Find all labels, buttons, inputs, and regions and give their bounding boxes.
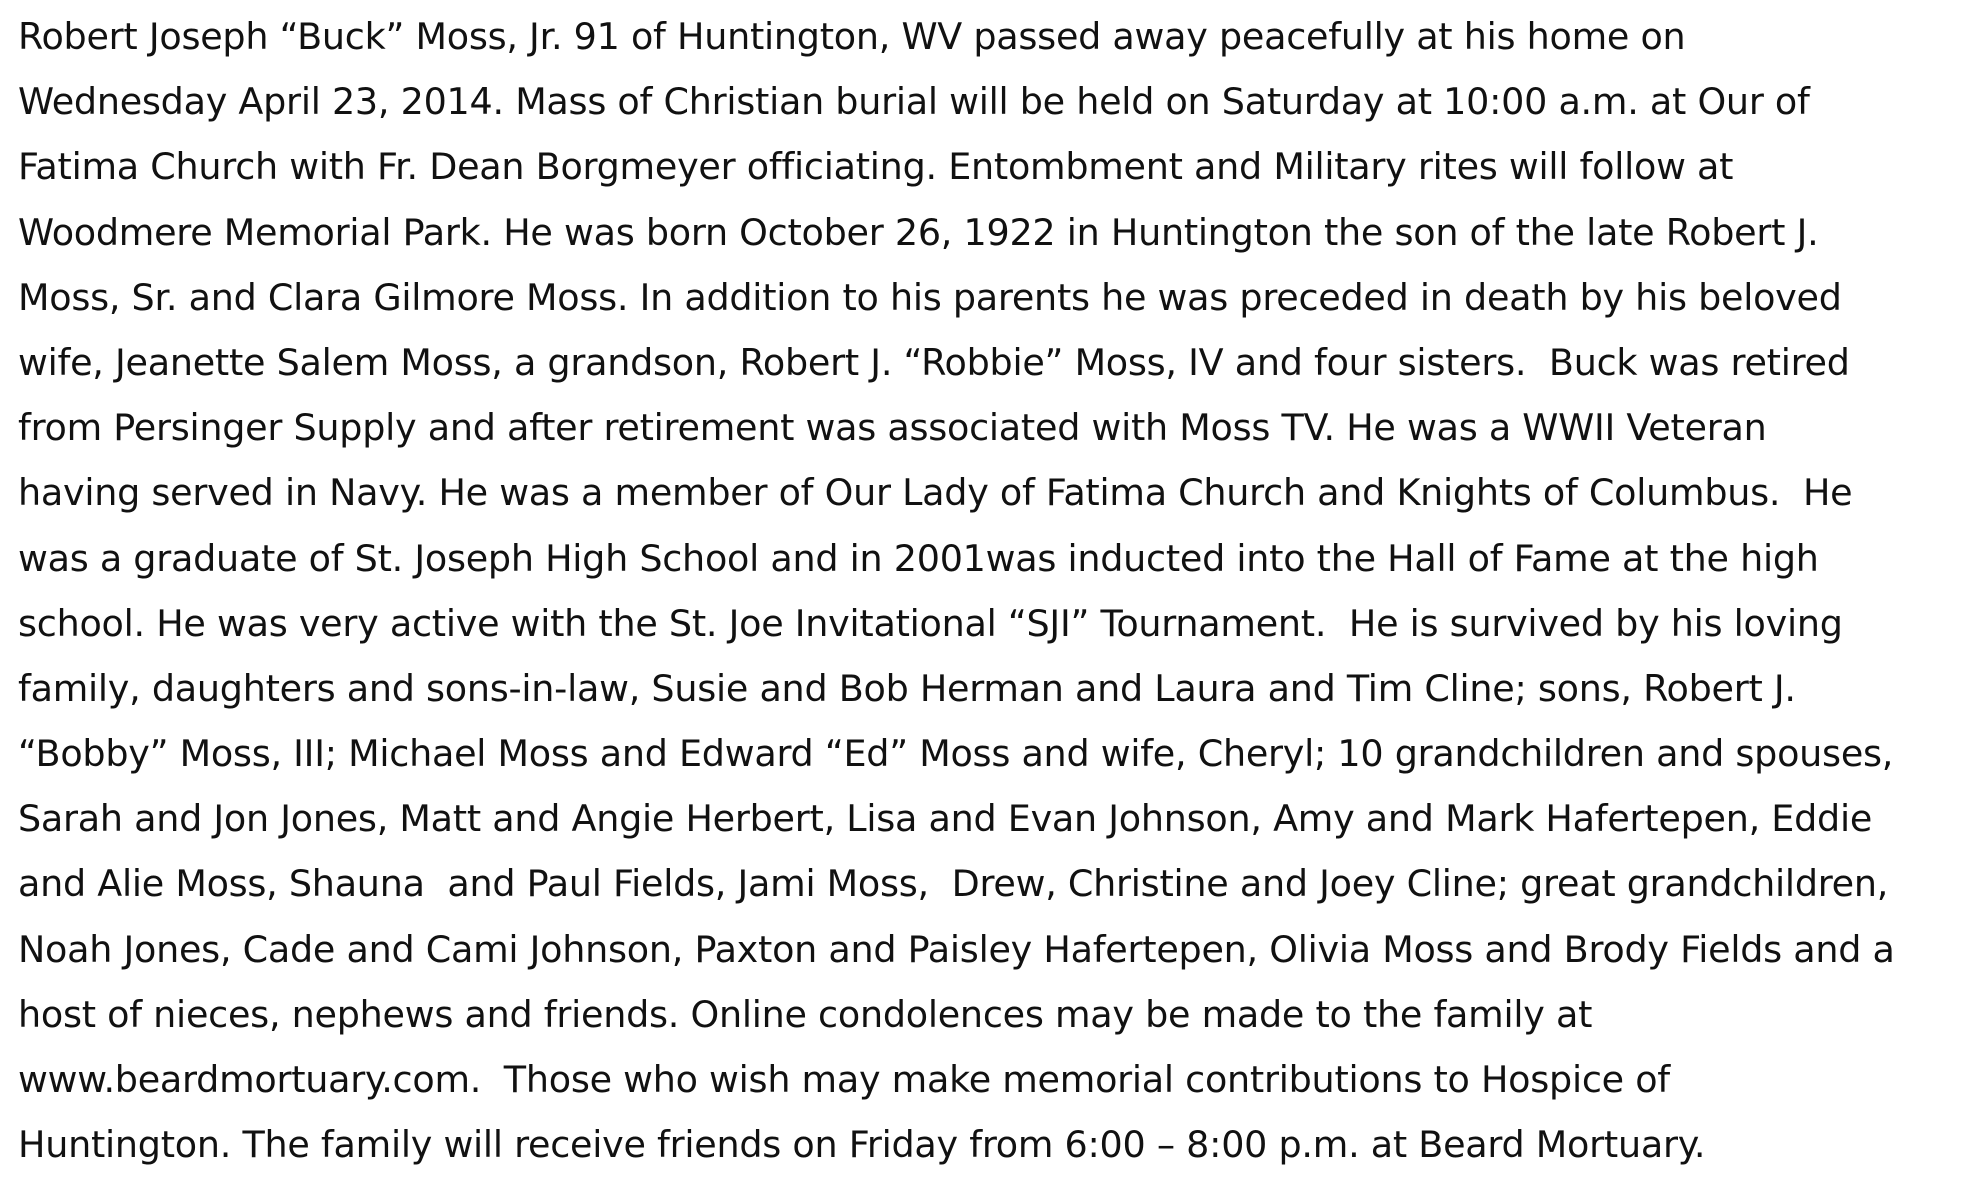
obituary-line: Moss, Sr. and Clara Gilmore Moss. In addition to his parents he was preceded in death by his beloved	[18, 275, 1842, 319]
obituary-line: Wednesday April 23, 2014. Mass of Christian burial will be held on Saturday at 10:00 a.m. at Our of	[18, 80, 1810, 124]
obituary-text	[18, 4, 1963, 1177]
obituary-line: school. He was very active with the St. Joe Invitational “SJI” Tournament. He is survived by his loving	[18, 601, 1843, 645]
obituary-line: was a graduate of St. Joseph High School and in 2001was inducted into the Hall of Fame at the high	[18, 536, 1819, 580]
obituary-line: wife, Jeanette Salem Moss, a grandson, Robert J. “Robbie” Moss, IV and four sisters. Buck was retired	[18, 340, 1850, 384]
obituary-line: Huntington. The family will receive friends on Friday from 6:00 – 8:00 p.m. at Beard Mortuary.	[18, 1123, 1706, 1167]
obituary-line: from Persinger Supply and after retirement was associated with Moss TV. He was a WWII Veteran	[18, 406, 1767, 450]
obituary-line: www.beardmortuary.com. Those who wish may make memorial contributions to Hospice of	[18, 1058, 1670, 1101]
obituary-line: family, daughters and sons-in-law, Susie and Bob Herman and Laura and Tim Cline; sons, Robert J.	[18, 666, 1796, 710]
obituary-line: and Alie Moss, Shauna and Paul Fields, Jami Moss, Drew, Christine and Joey Cline; great grandchildren,	[18, 862, 1889, 906]
obituary-line: “Bobby” Moss, III; Michael Moss and Edward “Ed” Moss and wife, Cheryl; 10 grandchildren and spouses,	[18, 732, 1894, 776]
obituary-line: Robert Joseph “Buck” Moss, Jr. 91 of Huntington, WV passed away peacefully at his home on	[18, 15, 1686, 58]
obituary-line: host of nieces, nephews and friends. Online condolences may be made to the family at	[18, 992, 1593, 1036]
obituary-line: Woodmere Memorial Park. He was born October 26, 1922 in Huntington the son of the late Robert J.	[18, 210, 1819, 254]
obituary-line: Noah Jones, Cade and Cami Johnson, Paxton and Paisley Hafertepen, Olivia Moss and Brody Fields and a	[18, 927, 1895, 971]
obituary-line: having served in Navy. He was a member of Our Lady of Fatima Church and Knights of Columbus. He	[18, 471, 1853, 515]
obituary-line: Sarah and Jon Jones, Matt and Angie Herbert, Lisa and Evan Johnson, Amy and Mark Hafertepen, Eddie	[18, 797, 1873, 841]
obituary-line: Fatima Church with Fr. Dean Borgmeyer officiating. Entombment and Military rites will follow at	[18, 145, 1734, 189]
